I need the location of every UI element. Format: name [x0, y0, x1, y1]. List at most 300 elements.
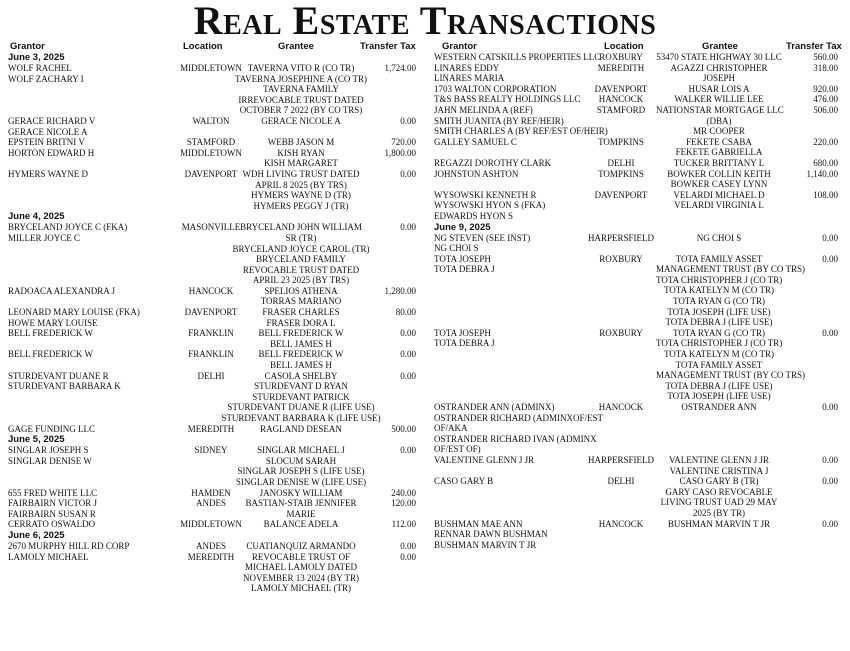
grantor-name: SMITH JUANITA (BY REF/HEIR): [434, 115, 564, 126]
location-name: HANCOCK: [598, 402, 644, 412]
transaction-line: [8, 105, 416, 116]
grantee-name: HUSAR LOIS A: [688, 83, 750, 94]
transaction-line: [8, 456, 416, 467]
grantor-name: BELL FREDERICK W: [8, 349, 93, 360]
grantee-name: TOTA JOSEPH (LIFE USE): [667, 391, 771, 402]
grantee-name: TOTA CHRISTOPHER J (CO TR): [656, 338, 783, 349]
transaction-line: [434, 254, 844, 265]
transaction-line: [434, 349, 844, 360]
location-header: Location: [604, 41, 644, 52]
transaction-line: [434, 211, 844, 222]
transaction-line: [434, 381, 844, 392]
grantor-name: HOWE MARY LOUISE: [8, 317, 98, 328]
transaction-line: [434, 360, 844, 371]
transaction-line: [434, 243, 844, 254]
transfer-tax-header: Transfer Tax: [360, 41, 416, 52]
grantor-header: Grantor: [10, 41, 45, 52]
grantee-name: 53470 STATE HIGHWAY 30 LLC: [656, 52, 782, 62]
location-name: MEREDITH: [187, 551, 235, 562]
transfer-tax-amount: 1,280.00: [384, 285, 416, 296]
grantee-name: APRIL 8 2025 (BY TRS): [255, 179, 347, 190]
transaction-line: [434, 285, 844, 296]
grantee-name: BELL FREDERICK W: [258, 328, 344, 339]
grantor-name: OSTRANDER ANN (ADMINX): [434, 402, 555, 412]
transfer-tax-amount: 0.00: [822, 476, 838, 487]
grantee-name: FRASER DORA L: [266, 317, 336, 328]
grantor-name: LINARES MARIA: [434, 73, 505, 84]
grantee-name: TOTA FAMILY ASSET: [675, 253, 763, 264]
transaction-line: [434, 52, 844, 63]
transaction-line: [8, 84, 416, 95]
grantor-name: 2670 MURPHY HILL RD CORP: [8, 540, 130, 551]
grantee-name: KISH MARGARET: [264, 158, 338, 169]
transaction-line: [8, 552, 416, 563]
location-name: STAMFORD: [186, 137, 236, 148]
grantee-name: APRIL 23 2025 (BY TRS): [252, 275, 350, 286]
transaction-line: [8, 296, 416, 307]
grantor-name: GERACE NICOLE A: [8, 126, 88, 137]
transaction-line: [434, 73, 844, 84]
transfer-tax-amount: 560.00: [813, 52, 838, 62]
grantee-name: BRYCELAND FAMILY: [256, 254, 346, 265]
grantee-name: MANAGEMENT TRUST (BY CO TRS): [656, 264, 806, 275]
grantee-name: TAVERNA JOSEPHINE A (CO TR): [235, 73, 367, 84]
grantor-name: LAMOLY MICHAEL: [8, 551, 89, 562]
location-name: MASONVILLE: [181, 222, 241, 233]
grantee-name: TOTA KATELYN M (CO TR): [663, 285, 775, 296]
grantor-name: JAHN MELINDA A (REF): [434, 104, 533, 115]
grantee-name: LIVING TRUST UAD 29 MAY: [660, 497, 778, 508]
transfer-tax-amount: 240.00: [391, 487, 416, 498]
grantor-name: HYMERS WAYNE D: [8, 168, 89, 179]
transaction-line: [8, 169, 416, 180]
transaction-line: [434, 116, 844, 127]
transfer-tax-amount: 0.00: [400, 349, 416, 360]
transaction-line: [434, 317, 844, 328]
grantee-name: FRASER CHARLES: [262, 307, 340, 318]
grantor-name: EPSTEIN BRITNI V: [8, 137, 85, 148]
transaction-line: [434, 158, 844, 169]
grantor-name: T&S BASS REALTY HOLDINGS LLC: [434, 94, 581, 105]
grantee-name: BOWKER COLLIN KEITH: [667, 168, 771, 179]
date-heading: June 3, 2025: [8, 52, 65, 63]
transaction-line: [8, 116, 416, 127]
transfer-tax-amount: 506.00: [813, 104, 838, 115]
transaction-line: [8, 318, 416, 329]
grantee-name: NATIONSTAR MORTGAGE LLC: [656, 104, 784, 115]
grantee-name: REVOCABLE TRUST OF: [251, 551, 351, 562]
grantee-name: 2025 (BY TR): [692, 507, 745, 518]
transaction-line: [8, 137, 416, 148]
grantor-name: EDWARDS HYON S: [434, 210, 514, 221]
grantor-name: RENNAR DAWN BUSHMAN: [434, 529, 548, 540]
transaction-line: [8, 424, 416, 435]
location-name: HANCOCK: [188, 285, 234, 296]
grantee-name: WEBB JASON M: [267, 137, 335, 148]
transaction-line: [8, 371, 416, 382]
transaction-line: [8, 349, 416, 360]
grantee-name: MANAGEMENT TRUST (BY CO TRS): [656, 370, 806, 381]
transaction-line: [434, 63, 844, 74]
location-name: MEREDITH: [187, 423, 235, 434]
grantee-name: TOTA RYAN G (CO TR): [673, 296, 765, 307]
transaction-line: [434, 275, 844, 286]
grantee-header: Grantee: [702, 41, 738, 52]
grantor-name: FAIRBAIRN VICTOR J: [8, 498, 98, 509]
transfer-tax-amount: 0.00: [400, 115, 416, 126]
location-name: DAVENPORT: [594, 83, 648, 94]
location-name: TOMPKINS: [598, 168, 644, 179]
grantee-name: WALKER WILLIE LEE: [674, 94, 764, 105]
grantee-name: MR COOPER: [693, 126, 745, 137]
grantee-name: CASOLA SHELBY: [264, 370, 338, 381]
grantor-name: CERRATO OSWALDO: [8, 519, 96, 530]
transaction-line: [8, 466, 416, 477]
transaction-line: [434, 508, 844, 519]
transaction-line: [8, 190, 416, 201]
grantee-name: VELARDI MICHAEL D: [673, 189, 765, 200]
grantor-name: WYSOWSKI KENNETH R: [434, 189, 537, 200]
grantee-name: TOTA RYAN G (CO TR): [673, 327, 765, 338]
transaction-line: [434, 190, 844, 201]
transfer-tax-amount: 108.00: [813, 189, 838, 200]
grantee-name: GERACE NICOLE A: [261, 115, 341, 126]
grantor-name: SMITH CHARLES A (BY REF/EST OF/HEIR): [434, 126, 608, 137]
transfer-tax-amount: 0.00: [822, 518, 838, 529]
transfer-tax-amount: 476.00: [813, 94, 838, 105]
grantor-name: BUSHMAN MARVIN T JR: [434, 539, 537, 550]
grantor-name: MILLER JOYCE C: [8, 232, 80, 243]
grantor-name: LEONARD MARY LOUISE (FKA): [8, 307, 140, 318]
location-name: MIDDLETOWN: [180, 519, 242, 530]
grantee-name: MICHAEL LAMOLY DATED: [245, 562, 357, 573]
grantee-name: MARIE: [286, 508, 316, 519]
transfer-tax-amount: 0.00: [822, 253, 838, 264]
transaction-line: [434, 370, 844, 381]
transaction-line: [8, 286, 416, 297]
grantee-name: LAMOLY MICHAEL (TR): [251, 583, 351, 594]
transaction-line: [8, 127, 416, 138]
grantee-name: SINGLAR DENISE W (LIFE USE): [235, 476, 367, 487]
transaction-line: [434, 402, 844, 413]
transfer-tax-amount: 0.00: [400, 370, 416, 381]
transaction-line: [8, 275, 416, 286]
grantor-name: VALENTINE GLENN J JR: [434, 454, 535, 465]
grantee-name: BELL JAMES H: [270, 338, 332, 349]
location-name: ROXBURY: [599, 253, 643, 264]
grantee-name: CASO GARY B (TR): [679, 476, 759, 487]
transaction-line: [8, 413, 416, 424]
location-name: ANDES: [195, 498, 226, 509]
transfer-tax-amount: 112.00: [391, 519, 416, 530]
grantee-name: TOTA CHRISTOPHER J (CO TR): [656, 274, 783, 285]
grantor-name: GALLEY SAMUEL C: [434, 136, 517, 147]
location-name: HARPERSFIELD: [587, 454, 654, 465]
grantee-name: WDH LIVING TRUST DATED: [242, 168, 360, 179]
location-name: DELHI: [607, 157, 635, 168]
location-name: HAMDEN: [191, 487, 231, 498]
location-name: DELHI: [607, 476, 635, 487]
transaction-line: [434, 455, 844, 466]
transaction-line: [434, 169, 844, 180]
location-name: DAVENPORT: [594, 189, 648, 200]
transaction-line: [434, 540, 844, 551]
transfer-tax-amount: 80.00: [395, 307, 416, 318]
grantee-name: TAVERNA FAMILY: [263, 84, 339, 95]
grantee-name: VELARDI VIRGINIA L: [674, 200, 764, 211]
transaction-line: [434, 105, 844, 116]
location-name: SIDNEY: [194, 445, 228, 456]
grantee-name: FEKETE GABRIELLA: [675, 147, 763, 158]
grantee-name: VALENTINE GLENN J JR: [668, 454, 770, 465]
grantor-name: OF/EST OF): [434, 444, 481, 455]
transaction-line: [434, 466, 844, 477]
transaction-line: [434, 94, 844, 105]
date-heading: June 5, 2025: [8, 434, 65, 446]
transaction-line: [434, 307, 844, 318]
grantee-name: NOVEMBER 13 2024 (BY TR): [242, 572, 359, 583]
transfer-tax-amount: 1,800.00: [384, 147, 416, 158]
grantor-name: STURDEVANT DUANE R: [8, 370, 109, 381]
grantee-name: BRYCELAND JOYCE CAROL (TR): [232, 243, 370, 254]
grantor-name: 1703 WALTON CORPORATION: [434, 83, 557, 94]
grantee-name: BALANCE ADELA: [263, 519, 339, 530]
grantee-name: TOTA JOSEPH (LIFE USE): [667, 306, 771, 317]
left-column: [8, 41, 416, 649]
transaction-line: [434, 84, 844, 95]
right-transactions: [434, 52, 844, 550]
grantee-name: OSTRANDER ANN: [681, 402, 757, 412]
grantor-name: 655 FRED WHITE LLC: [8, 487, 98, 498]
grantee-name: GARY CASO REVOCABLE: [665, 486, 773, 497]
location-name: ANDES: [195, 540, 226, 551]
grantor-name: TOTA DEBRA J: [434, 338, 495, 349]
grantee-name: TOTA DEBRA J (LIFE USE): [665, 380, 773, 391]
grantee-name: REVOCABLE TRUST DATED: [242, 264, 360, 275]
transfer-tax-amount: 0.00: [822, 402, 838, 412]
grantee-name: (DBA): [706, 115, 732, 126]
transaction-line: [8, 222, 416, 233]
transfer-tax-amount: 0.00: [400, 168, 416, 179]
grantor-name: REGAZZI DOROTHY CLARK: [434, 157, 552, 168]
transaction-line: [434, 529, 844, 540]
location-name: ROXBURY: [599, 52, 643, 62]
grantor-name: BRYCELAND JOYCE C (FKA): [8, 222, 128, 233]
transaction-line: [8, 360, 416, 371]
transfer-tax-amount: 1,724.00: [384, 63, 416, 73]
transfer-tax-amount: 0.00: [400, 328, 416, 339]
grantor-name: HORTON EDWARD H: [8, 147, 95, 158]
grantor-name: TOTA DEBRA J: [434, 264, 495, 275]
transaction-line: [8, 244, 416, 255]
transaction-line: [8, 265, 416, 276]
transaction-line: [434, 519, 844, 530]
grantee-name: TOTA FAMILY ASSET: [675, 359, 763, 370]
grantor-name: OF/AKA: [434, 423, 468, 434]
transaction-line: [8, 392, 416, 403]
grantee-name: OCTOBER 7 2022 (BY CO TRS): [239, 105, 363, 116]
transfer-tax-amount: 0.00: [822, 232, 838, 243]
grantee-name: TORRAS MARIANO: [260, 296, 342, 307]
grantor-name: LINARES EDDY: [434, 62, 500, 73]
right-column: [434, 41, 844, 649]
transaction-line: [434, 434, 844, 445]
location-name: WALTON: [192, 115, 230, 126]
grantor-name: FAIRBAIRN SUSAN R: [8, 508, 96, 519]
transfer-tax-amount: 0.00: [822, 454, 838, 465]
transaction-line: [434, 476, 844, 487]
transfer-tax-amount: 220.00: [813, 136, 838, 147]
grantor-name: NG STEVEN (SEE INST): [434, 232, 531, 243]
grantor-name: BUSHMAN MAE ANN: [434, 518, 523, 529]
transaction-line: [434, 264, 844, 275]
grantee-name: AGAZZI CHRISTOPHER: [670, 62, 768, 73]
grantee-name: CUATIANQUIZ ARMANDO: [246, 540, 356, 551]
grantee-name: STURDEVANT BARBARA K (LIFE USE): [221, 413, 381, 423]
date-heading: June 9, 2025: [434, 221, 491, 233]
location-name: HANCOCK: [598, 518, 644, 529]
transaction-line: [8, 233, 416, 244]
grantee-name: TOTA KATELYN M (CO TR): [663, 349, 775, 360]
grantee-header: Grantee: [278, 41, 314, 52]
location-name: DAVENPORT: [184, 168, 238, 179]
grantor-name: SINGLAR JOSEPH S: [8, 445, 89, 456]
transaction-line: [434, 391, 844, 402]
transaction-line: [8, 201, 416, 212]
transaction-line: [8, 74, 416, 85]
transaction-line: [8, 95, 416, 106]
grantee-name: SINGLAR JOSEPH S (LIFE USE): [237, 466, 365, 477]
transaction-line: [434, 137, 844, 148]
grantor-header: Grantor: [442, 41, 477, 52]
transaction-line: [8, 477, 416, 488]
transaction-line: [8, 498, 416, 509]
location-name: MIDDLETOWN: [180, 147, 242, 158]
grantor-name: WOLF ZACHARY I: [8, 73, 84, 84]
transaction-line: [434, 147, 844, 158]
transfer-tax-amount: 0.00: [400, 540, 416, 551]
transaction-line: [8, 519, 416, 530]
grantor-name: GERACE RICHARD V: [8, 115, 96, 126]
transaction-line: [8, 339, 416, 350]
grantor-name: OSTRANDER RICHARD IVAN (ADMINX: [434, 433, 597, 444]
transaction-line: [8, 180, 416, 191]
grantee-name: BASTIAN-STAIB JENNIFER: [245, 498, 357, 509]
transaction-line: [8, 254, 416, 265]
transaction-line: [434, 487, 844, 498]
transaction-line: [8, 509, 416, 520]
transaction-line: [434, 413, 844, 424]
transaction-line: [434, 200, 844, 211]
grantee-name: VALENTINE CRISTINA J: [669, 465, 769, 476]
grantee-name: NG CHOI S: [696, 232, 742, 243]
transaction-line: [8, 488, 416, 499]
transaction-line: [434, 444, 844, 455]
transaction-line: [8, 541, 416, 552]
transaction-line: [8, 573, 416, 584]
grantee-name: TAVERNA VITO R (CO TR): [247, 63, 355, 73]
grantee-name: BELL FREDERICK W: [258, 349, 344, 360]
grantee-name: TUCKER BRITTANY L: [673, 157, 765, 168]
grantee-name: SINGLAR MICHAEL J: [257, 445, 345, 456]
grantor-name: STURDEVANT BARBARA K: [8, 381, 121, 392]
transaction-line: [8, 583, 416, 594]
transfer-tax-amount: 680.00: [813, 157, 838, 168]
grantee-name: SLOCUM SARAH: [265, 455, 337, 466]
location-name: HANCOCK: [598, 94, 644, 105]
location-name: DAVENPORT: [184, 307, 238, 318]
transaction-line: [8, 402, 416, 413]
date-heading: June 6, 2025: [8, 529, 65, 541]
grantee-name: JOSEPH: [702, 73, 735, 84]
grantor-name: JOHNSTON ASHTON: [434, 168, 519, 179]
transaction-line: [434, 296, 844, 307]
grantor-name: NG CHOI S: [434, 243, 479, 254]
location-name: DELHI: [197, 370, 225, 381]
grantor-name: BELL FREDERICK W: [8, 328, 93, 339]
date-heading: June 4, 2025: [8, 211, 65, 223]
location-name: HARPERSFIELD: [587, 232, 654, 243]
transaction-line: [8, 307, 416, 318]
grantor-name: TOTA JOSEPH: [434, 327, 491, 338]
transaction-line: [8, 63, 416, 74]
transaction-line: [8, 562, 416, 573]
location-header: Location: [183, 41, 223, 52]
transfer-tax-amount: 500.00: [391, 423, 416, 434]
grantee-name: SR (TR): [285, 232, 317, 243]
transfer-tax-header: Transfer Tax: [786, 41, 842, 52]
transfer-tax-amount: 318.00: [813, 62, 838, 73]
grantee-name: JANOSKY WILLIAM: [259, 487, 343, 498]
grantor-name: WOLF RACHEL: [8, 63, 72, 73]
transfer-tax-amount: 0.00: [822, 327, 838, 338]
transaction-line: [434, 179, 844, 190]
location-name: ROXBURY: [599, 327, 643, 338]
transfer-tax-amount: 0.00: [400, 551, 416, 562]
grantee-name: STURDEVANT PATRICK: [252, 391, 350, 402]
grantor-name: OSTRANDER RICHARD (ADMINXOF/EST: [434, 412, 604, 423]
transfer-tax-amount: 720.00: [391, 137, 416, 148]
grantee-name: IRREVOCABLE TRUST DATED: [238, 94, 364, 105]
transfer-tax-amount: 0.00: [400, 222, 416, 233]
transfer-tax-amount: 120.00: [391, 498, 416, 509]
grantee-name: SPELIOS ATHENA: [264, 285, 338, 296]
transfer-tax-amount: 920.00: [813, 83, 838, 94]
grantee-name: STURDEVANT DUANE R (LIFE USE): [227, 402, 375, 413]
location-name: FRANKLIN: [188, 328, 234, 339]
transaction-line: [434, 233, 844, 244]
grantor-name: WYSOWSKI HYON S (FKA): [434, 200, 546, 211]
grantee-name: FEKETE CSABA: [686, 136, 752, 147]
location-name: FRANKLIN: [188, 349, 234, 360]
transfer-tax-amount: 0.00: [400, 445, 416, 456]
transaction-line: [8, 148, 416, 159]
left-transactions: [8, 52, 416, 594]
transaction-line: [8, 158, 416, 169]
grantor-name: WESTERN CATSKILLS PROPERTIES LLC: [434, 52, 601, 62]
transaction-line: [434, 423, 844, 434]
grantee-name: TOTA DEBRA J (LIFE USE): [665, 317, 773, 328]
grantee-name: BELL JAMES H: [270, 360, 332, 371]
grantee-name: KISH RYAN: [277, 147, 325, 158]
grantee-name: BUSHMAN MARVIN T JR: [667, 518, 771, 529]
transaction-line: [434, 126, 844, 137]
transaction-line: [434, 328, 844, 339]
location-name: MIDDLETOWN: [180, 63, 242, 73]
grantee-name: STURDEVANT D RYAN: [254, 381, 348, 392]
location-name: MEREDITH: [597, 62, 645, 73]
transaction-line: [434, 338, 844, 349]
